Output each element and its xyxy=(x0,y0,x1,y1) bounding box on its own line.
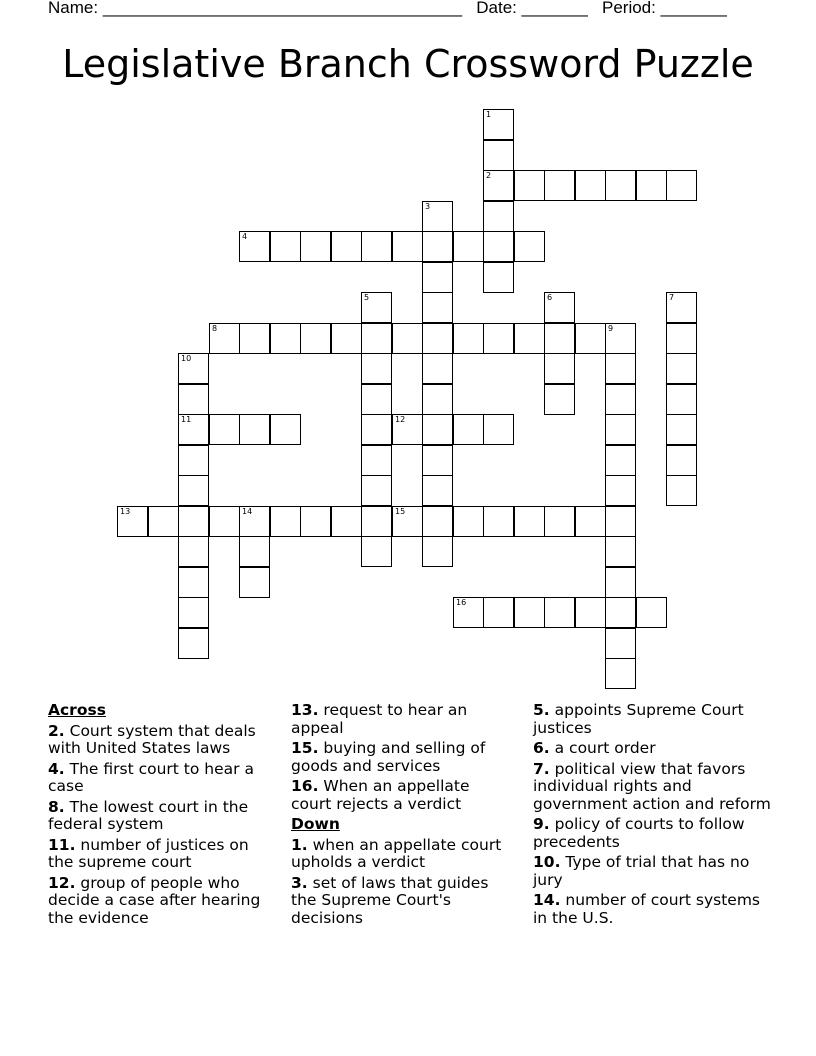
clue-number-label: 2 xyxy=(486,171,492,180)
crossword-cell[interactable] xyxy=(666,414,697,445)
crossword-cell[interactable] xyxy=(605,445,636,476)
crossword-cell[interactable] xyxy=(514,506,545,537)
crossword-cell[interactable] xyxy=(453,506,484,537)
crossword-cell[interactable] xyxy=(483,323,514,354)
crossword-cell[interactable] xyxy=(361,445,392,476)
page-title: Legislative Branch Crossword Puzzle xyxy=(62,42,754,86)
clue-across-15: 15. buying and selling of goods and services xyxy=(291,739,486,775)
crossword-cell[interactable] xyxy=(666,384,697,415)
crossword-cell[interactable] xyxy=(605,628,636,659)
date-blank[interactable]: _______ xyxy=(521,0,588,17)
crossword-cell[interactable] xyxy=(300,231,331,262)
crossword-cell[interactable] xyxy=(270,506,301,537)
crossword-cell[interactable] xyxy=(605,567,636,598)
clue-number-label: 12 xyxy=(395,415,406,424)
crossword-cell[interactable] xyxy=(178,506,209,537)
crossword-cell[interactable] xyxy=(483,262,514,293)
crossword-cell[interactable] xyxy=(270,231,301,262)
crossword-cell[interactable] xyxy=(178,567,209,598)
crossword-cell[interactable] xyxy=(636,597,667,628)
crossword-cell[interactable] xyxy=(422,445,453,476)
crossword-cell[interactable] xyxy=(361,536,392,567)
crossword-cell[interactable] xyxy=(392,323,423,354)
crossword-cell[interactable] xyxy=(422,506,453,537)
clue-number-label: 6 xyxy=(547,293,553,302)
crossword-cell[interactable] xyxy=(483,506,514,537)
crossword-cell[interactable] xyxy=(300,323,331,354)
clue-across-12: 12. group of people who decide a case after hearing the evidence xyxy=(48,873,261,927)
crossword-cell[interactable] xyxy=(666,353,697,384)
clue-down-6: 6. a court order xyxy=(533,739,656,757)
crossword-cell[interactable] xyxy=(514,597,545,628)
crossword-cell[interactable] xyxy=(361,384,392,415)
crossword-cell[interactable] xyxy=(544,323,575,354)
crossword-cell[interactable] xyxy=(605,597,636,628)
crossword-cell[interactable] xyxy=(453,323,484,354)
crossword-cell[interactable] xyxy=(178,414,209,445)
crossword-cell[interactable] xyxy=(422,384,453,415)
clue-across-2: 2. Court system that deals with United States laws xyxy=(48,721,256,757)
crossword-cell[interactable] xyxy=(300,506,331,537)
crossword-cell[interactable] xyxy=(178,597,209,628)
crossword-cell[interactable] xyxy=(209,506,240,537)
clue-number-label: 9 xyxy=(608,324,614,333)
clues-column-3 xyxy=(533,702,773,930)
clue-number-label: 14 xyxy=(242,507,253,516)
crossword-cell[interactable] xyxy=(361,323,392,354)
crossword-cell[interactable] xyxy=(605,170,636,201)
crossword-cell[interactable] xyxy=(605,323,636,354)
crossword-cell[interactable] xyxy=(422,475,453,506)
crossword-cell[interactable] xyxy=(453,414,484,445)
crossword-cell[interactable] xyxy=(270,323,301,354)
clue-down-3: 3. set of laws that guides the Supreme Court's decisions xyxy=(291,873,489,927)
crossword-cell[interactable] xyxy=(331,231,362,262)
crossword-cell[interactable] xyxy=(514,323,545,354)
crossword-cell[interactable] xyxy=(422,353,453,384)
crossword-cell[interactable] xyxy=(514,170,545,201)
name-label: Name: xyxy=(48,0,99,17)
crossword-cell[interactable] xyxy=(514,231,545,262)
crossword-cell[interactable] xyxy=(209,414,240,445)
crossword-cell[interactable] xyxy=(575,506,606,537)
crossword-cell[interactable] xyxy=(178,536,209,567)
crossword-cell[interactable] xyxy=(544,292,575,323)
crossword-cell[interactable] xyxy=(666,323,697,354)
crossword-cell[interactable] xyxy=(361,292,392,323)
crossword-cell[interactable] xyxy=(422,414,453,445)
crossword-cell[interactable] xyxy=(361,475,392,506)
crossword-cell[interactable] xyxy=(636,170,667,201)
clue-across-16: 16. When an appellate court rejects a verdict xyxy=(291,777,470,813)
crossword-cell[interactable] xyxy=(544,597,575,628)
crossword-cell[interactable] xyxy=(605,414,636,445)
crossword-cell[interactable] xyxy=(605,536,636,567)
crossword-cell[interactable] xyxy=(422,201,453,232)
crossword-cell[interactable] xyxy=(422,536,453,567)
crossword-cell[interactable] xyxy=(666,475,697,506)
crossword-cell[interactable] xyxy=(483,170,514,201)
clue-number-label: 10 xyxy=(181,354,192,363)
crossword-cell[interactable] xyxy=(422,231,453,262)
crossword-cell[interactable] xyxy=(178,475,209,506)
crossword-cell[interactable] xyxy=(239,323,270,354)
crossword-cell[interactable] xyxy=(483,140,514,171)
down-heading: Down xyxy=(291,815,340,833)
crossword-cell[interactable] xyxy=(544,384,575,415)
crossword-cell[interactable] xyxy=(605,384,636,415)
crossword-cell[interactable] xyxy=(605,353,636,384)
clue-number-label: 13 xyxy=(120,507,131,516)
crossword-cell[interactable] xyxy=(239,536,270,567)
crossword-cell[interactable] xyxy=(178,353,209,384)
crossword-cell[interactable] xyxy=(178,628,209,659)
crossword-cell[interactable] xyxy=(331,323,362,354)
clue-across-11: 11. number of justices on the supreme court xyxy=(48,835,249,871)
clue-down-14: 14. number of court systems in the U.S. xyxy=(533,891,761,927)
crossword-cell[interactable] xyxy=(239,414,270,445)
crossword-cell[interactable] xyxy=(392,414,423,445)
crossword-cell[interactable] xyxy=(209,323,240,354)
crossword-cell[interactable] xyxy=(483,597,514,628)
crossword-cell[interactable] xyxy=(239,231,270,262)
crossword-cell[interactable] xyxy=(544,353,575,384)
crossword-cell[interactable] xyxy=(575,597,606,628)
name-blank[interactable]: ______________________________________ xyxy=(102,0,463,17)
date-label: Date: xyxy=(476,0,517,17)
clue-down-7: 7. political view that favors individual rights and government action and reform xyxy=(533,759,771,813)
crossword-cell[interactable] xyxy=(605,506,636,537)
crossword-cell[interactable] xyxy=(361,231,392,262)
period-blank[interactable]: _______ xyxy=(660,0,727,17)
crossword-cell[interactable] xyxy=(605,658,636,689)
clue-down-5: 5. appoints Supreme Court justices xyxy=(533,701,744,737)
clue-across-13: 13. request to hear an appeal xyxy=(291,701,468,737)
clue-number-label: 5 xyxy=(364,293,370,302)
crossword-cell[interactable] xyxy=(575,323,606,354)
across-heading: Across xyxy=(48,701,106,719)
crossword-cell[interactable] xyxy=(361,414,392,445)
crossword-cell[interactable] xyxy=(483,414,514,445)
crossword-cell[interactable] xyxy=(666,445,697,476)
clues-column-2 xyxy=(291,702,509,930)
clue-number-label: 1 xyxy=(486,110,492,119)
crossword-cell[interactable] xyxy=(392,231,423,262)
crossword-cell[interactable] xyxy=(178,384,209,415)
clue-number-label: 15 xyxy=(395,507,406,516)
clue-down-1: 1. when an appellate court upholds a verdict xyxy=(291,835,502,871)
crossword-cell[interactable] xyxy=(483,201,514,232)
crossword-cell[interactable] xyxy=(666,292,697,323)
crossword-cell[interactable] xyxy=(361,353,392,384)
crossword-cell[interactable] xyxy=(422,292,453,323)
crossword-cell[interactable] xyxy=(544,170,575,201)
crossword-cell[interactable] xyxy=(605,475,636,506)
clues-column-1 xyxy=(48,702,276,930)
period-label: Period: xyxy=(602,0,656,17)
crossword-cell[interactable] xyxy=(270,414,301,445)
crossword-cell[interactable] xyxy=(392,506,423,537)
crossword-cell[interactable] xyxy=(239,567,270,598)
crossword-cell[interactable] xyxy=(178,445,209,476)
crossword-cell[interactable] xyxy=(422,262,453,293)
crossword-cell[interactable] xyxy=(453,231,484,262)
crossword-cell[interactable] xyxy=(544,506,575,537)
crossword-cell[interactable] xyxy=(361,506,392,537)
crossword-cell[interactable] xyxy=(117,506,148,537)
clue-across-8: 8. The lowest court in the federal system xyxy=(48,797,249,833)
crossword-cell[interactable] xyxy=(483,109,514,140)
crossword-cell[interactable] xyxy=(453,597,484,628)
clue-number-label: 4 xyxy=(242,232,248,241)
clue-number-label: 11 xyxy=(181,415,192,424)
clue-number-label: 7 xyxy=(669,293,675,302)
crossword-cell[interactable] xyxy=(483,231,514,262)
clue-down-9: 9. policy of courts to follow precedents xyxy=(533,815,745,851)
clue-down-10: 10. Type of trial that has no jury xyxy=(533,853,750,889)
crossword-cell[interactable] xyxy=(239,506,270,537)
clue-number-label: 8 xyxy=(212,324,218,333)
clue-number-label: 16 xyxy=(456,598,467,607)
crossword-cell[interactable] xyxy=(666,170,697,201)
crossword-cell[interactable] xyxy=(422,323,453,354)
crossword-cell[interactable] xyxy=(575,170,606,201)
clue-across-4: 4. The first court to hear a case xyxy=(48,759,254,795)
crossword-cell[interactable] xyxy=(331,506,362,537)
crossword-cell[interactable] xyxy=(148,506,179,537)
clue-number-label: 3 xyxy=(425,202,431,211)
